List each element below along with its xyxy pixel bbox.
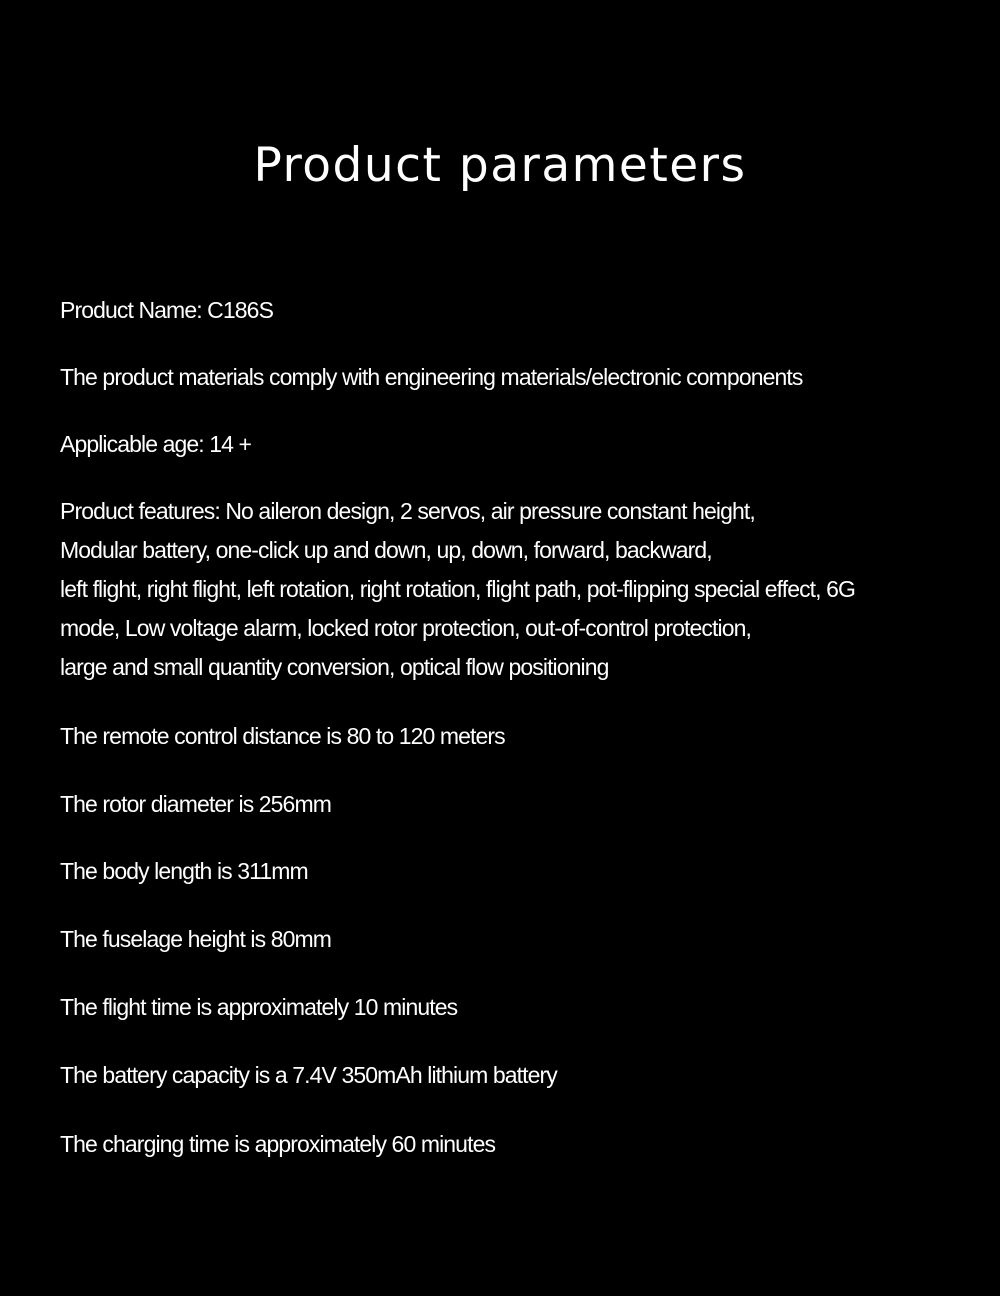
spec-charging-time: The charging time is approximately 60 minutes xyxy=(60,1131,496,1157)
spec-materials: The product materials comply with engineering materials/electronic components xyxy=(60,364,803,390)
features-line: left flight, right flight, left rotation, right rotation, flight path, pot-flipping special effect, 6G xyxy=(60,576,856,602)
page-title: Product parameters xyxy=(253,138,747,193)
features-line: Product features: No aileron design, 2 servos, air pressure constant height, xyxy=(60,498,755,524)
features-line: Modular battery, one-click up and down, up, down, forward, backward, xyxy=(60,537,712,563)
product-name: Product Name: C186S xyxy=(60,297,274,323)
spec-rotor-diameter: The rotor diameter is 256mm xyxy=(60,791,331,817)
spec-flight-time: The flight time is approximately 10 minutes xyxy=(60,994,458,1020)
features-line: mode, Low voltage alarm, locked rotor protection, out-of-control protection, xyxy=(60,615,751,641)
spec-remote-distance: The remote control distance is 80 to 120 meters xyxy=(60,723,505,749)
spec-battery-capacity: The battery capacity is a 7.4V 350mAh lithium battery xyxy=(60,1062,557,1088)
features-line: large and small quantity conversion, optical flow positioning xyxy=(60,654,609,680)
spec-fuselage-height: The fuselage height is 80mm xyxy=(60,926,332,952)
spec-applicable-age: Applicable age: 14 + xyxy=(60,431,252,457)
spec-body-length: The body length is 311mm xyxy=(60,858,308,884)
spec-product-features xyxy=(60,492,855,687)
